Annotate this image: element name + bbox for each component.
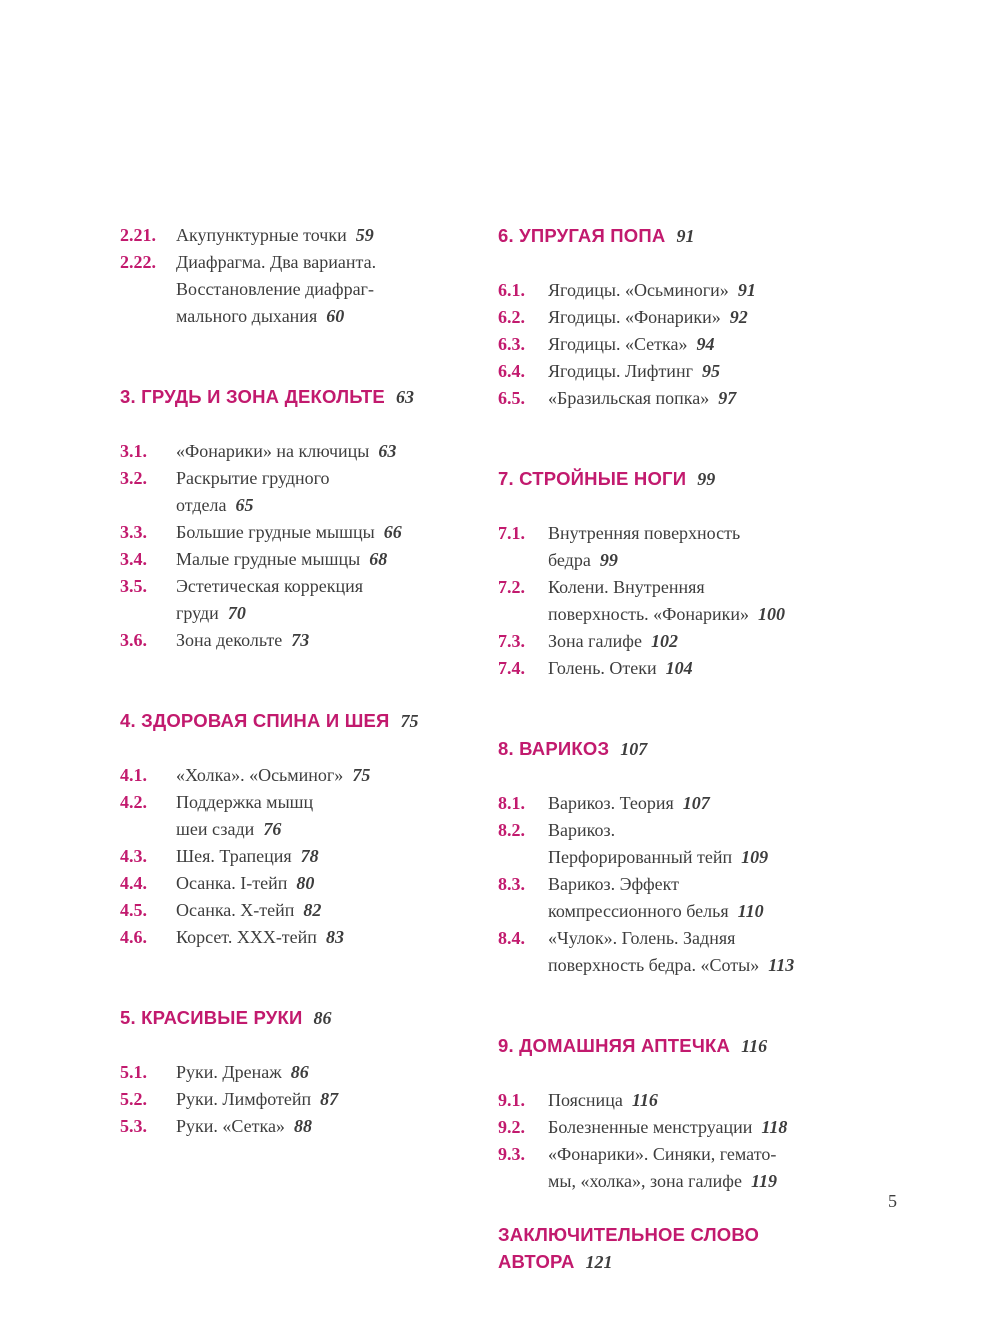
section-heading-text: 5. КРАСИВЫЕ РУКИ	[120, 1007, 303, 1028]
toc-entry	[498, 385, 908, 412]
toc-entry	[498, 790, 908, 817]
entry-text-content: Осанка. X-тейп	[176, 900, 295, 920]
entry-text	[548, 628, 908, 655]
section-heading-line	[498, 735, 908, 763]
entry-number: 7.3.	[498, 631, 525, 651]
section-page-number: 86	[313, 1008, 332, 1028]
toc-entry	[120, 843, 492, 870]
entry-number: 7.4.	[498, 658, 525, 678]
entry-page-number: 75	[352, 765, 371, 785]
entry-page-number: 97	[718, 388, 737, 408]
entry-number: 4.6.	[120, 927, 147, 947]
entry-number: 4.2.	[120, 792, 147, 812]
entry-text-content: Поддержка мышц	[176, 792, 314, 812]
section-heading-line	[498, 1032, 908, 1060]
toc-entry	[498, 1114, 908, 1141]
toc-entry	[498, 871, 908, 925]
entry-text-line	[176, 438, 492, 465]
entry-number: 3.2.	[120, 468, 147, 488]
entry-page-number: 63	[378, 441, 397, 461]
toc-entry	[120, 438, 492, 465]
entry-text-content: «Бразильская попка»	[548, 388, 710, 408]
toc-entry	[498, 358, 908, 385]
section-page-number: 121	[585, 1252, 613, 1272]
entry-text	[176, 438, 492, 465]
entry-number: 9.1.	[498, 1090, 525, 1110]
entry-number: 9.2.	[498, 1117, 525, 1137]
entry-text-content: Руки. «Сетка»	[176, 1116, 285, 1136]
section-heading-text: 7. СТРОЙНЫЕ НОГИ	[498, 468, 687, 489]
entry-text-content: Восстановление диафраг-	[176, 279, 374, 299]
entry-text-line	[548, 520, 908, 547]
entry-text-line	[176, 519, 492, 546]
entry-text-line	[176, 627, 492, 654]
entry-page-number: 91	[737, 280, 756, 300]
entry-page-number: 104	[665, 658, 693, 678]
toc-entry-list	[498, 790, 908, 979]
entry-text-content: мального дыхания	[176, 306, 318, 326]
entry-text-line	[176, 816, 492, 843]
entry-text-line	[176, 573, 492, 600]
entry-text-line	[176, 762, 492, 789]
entry-text-content: компрессионного белья	[548, 901, 729, 921]
toc-entry	[498, 925, 908, 979]
entry-text-content: Эстетическая коррекция	[176, 576, 364, 596]
entry-text-line	[176, 897, 492, 924]
entry-text	[548, 655, 908, 682]
entry-text-line	[548, 925, 908, 952]
entry-text-line	[548, 655, 908, 682]
entry-text-line	[548, 385, 908, 412]
entry-text	[176, 573, 492, 627]
entry-text-content: Ягодицы. «Осьминоги»	[548, 280, 729, 300]
entry-text-content: Варикоз. Теория	[548, 793, 674, 813]
toc-entry	[498, 1087, 908, 1114]
toc-entry	[120, 1113, 492, 1140]
entry-text-line	[176, 249, 492, 276]
entry-number: 9.3.	[498, 1144, 525, 1164]
entry-text-line	[176, 465, 492, 492]
section-heading-line	[120, 1004, 492, 1032]
entry-text-content: отдела	[176, 495, 227, 515]
entry-text-content: Колени. Внутренняя	[548, 577, 705, 597]
entry-text-line	[548, 1114, 908, 1141]
toc-entry	[120, 519, 492, 546]
entry-text-content: шеи сзади	[176, 819, 255, 839]
toc-entry	[120, 627, 492, 654]
entry-page-number: 88	[293, 1116, 312, 1136]
entry-page-number: 59	[355, 225, 374, 245]
entry-page-number: 99	[599, 550, 618, 570]
entry-text-line	[548, 628, 908, 655]
entry-text-line	[548, 547, 908, 574]
entry-text-line	[176, 870, 492, 897]
entry-text-content: Шея. Трапеция	[176, 846, 292, 866]
entry-text-line	[548, 952, 908, 979]
entry-text-line	[176, 546, 492, 573]
entry-text-content: Зона галифе	[548, 631, 642, 651]
entry-page-number: 119	[750, 1171, 777, 1191]
toc-entry	[120, 789, 492, 843]
toc-entry	[120, 249, 492, 330]
entry-text	[548, 385, 908, 412]
entry-number: 2.22.	[120, 252, 156, 272]
toc-entry	[120, 1059, 492, 1086]
toc-entry	[120, 870, 492, 897]
entry-text	[176, 789, 492, 843]
entry-page-number: 86	[290, 1062, 309, 1082]
entry-text	[176, 222, 492, 249]
entry-text	[548, 331, 908, 358]
entry-page-number: 95	[701, 361, 720, 381]
entry-text-content: Перфорированный тейп	[548, 847, 733, 867]
toc-entry	[120, 924, 492, 951]
entry-text	[176, 465, 492, 519]
entry-text-content: «Чулок». Голень. Задняя	[548, 928, 736, 948]
section-heading-text: 3. ГРУДЬ И ЗОНА ДЕКОЛЬТЕ	[120, 386, 385, 407]
section-heading-line	[498, 1221, 908, 1248]
entry-text	[176, 762, 492, 789]
entry-number: 8.3.	[498, 874, 525, 894]
entry-number: 6.2.	[498, 307, 525, 327]
entry-text-line	[548, 844, 908, 871]
section-heading	[498, 735, 908, 763]
toc-entry	[120, 573, 492, 627]
entry-text-content: Диафрагма. Два варианта.	[176, 252, 377, 272]
entry-text	[176, 546, 492, 573]
toc-entry	[498, 817, 908, 871]
toc-column-right	[498, 222, 908, 1303]
entry-text	[548, 871, 908, 925]
entry-text-content: поверхность. «Фонарики»	[548, 604, 750, 624]
entry-number: 7.1.	[498, 523, 525, 543]
toc-entry	[498, 655, 908, 682]
entry-text-content: груди	[176, 603, 219, 623]
entry-number: 3.4.	[120, 549, 147, 569]
entry-text-line	[548, 790, 908, 817]
entry-text	[176, 519, 492, 546]
entry-text	[176, 924, 492, 951]
toc-column-left	[120, 222, 492, 1140]
section-heading-text: 8. ВАРИКОЗ	[498, 738, 610, 759]
entry-number: 2.21.	[120, 225, 156, 245]
entry-text	[548, 358, 908, 385]
entry-text-line	[176, 600, 492, 627]
entry-number: 4.4.	[120, 873, 147, 893]
entry-page-number: 116	[631, 1090, 658, 1110]
section-page-number: 91	[676, 226, 695, 246]
toc-entry	[120, 1086, 492, 1113]
section-heading	[120, 383, 492, 411]
entry-text-line	[548, 331, 908, 358]
toc-entry	[498, 1141, 908, 1195]
entry-page-number: 113	[768, 955, 795, 975]
entry-text-content: «Холка». «Осьминог»	[176, 765, 344, 785]
entry-number: 3.5.	[120, 576, 147, 596]
entry-number: 4.3.	[120, 846, 147, 866]
section-page-number: 99	[697, 469, 716, 489]
entry-text	[548, 520, 908, 574]
toc-entry-list	[498, 1087, 908, 1195]
entry-page-number: 80	[296, 873, 315, 893]
entry-text-content: Варикоз.	[548, 820, 616, 840]
entry-text-line	[548, 358, 908, 385]
entry-text-line	[176, 1113, 492, 1140]
entry-page-number: 82	[303, 900, 322, 920]
entry-text-line	[548, 574, 908, 601]
entry-text-content: Внутренняя поверхность	[548, 523, 741, 543]
entry-text-line	[176, 303, 492, 330]
section-heading	[120, 1004, 492, 1032]
entry-text-content: Корсет. XXX-тейп	[176, 927, 317, 947]
toc-entry	[498, 520, 908, 574]
entry-page-number: 66	[383, 522, 402, 542]
entry-page-number: 100	[758, 604, 786, 624]
section-heading	[120, 707, 492, 735]
entry-text-content: мы, «холка», зона галифе	[548, 1171, 742, 1191]
entry-text-content: бедра	[548, 550, 591, 570]
entry-page-number: 110	[737, 901, 764, 921]
entry-text-content: Ягодицы. «Фонарики»	[548, 307, 721, 327]
entry-text-content: «Фонарики» на ключицы	[176, 441, 370, 461]
toc-entry	[120, 897, 492, 924]
entry-text	[548, 1087, 908, 1114]
entry-text-content: «Фонарики». Синяки, гемато-	[548, 1144, 777, 1164]
entry-page-number: 70	[227, 603, 246, 623]
entry-page-number: 118	[761, 1117, 788, 1137]
entry-text-line	[176, 1086, 492, 1113]
entry-number: 6.3.	[498, 334, 525, 354]
entry-number: 7.2.	[498, 577, 525, 597]
entry-text-content: Голень. Отеки	[548, 658, 657, 678]
toc-entry	[120, 546, 492, 573]
section-heading	[498, 1032, 908, 1060]
section-heading	[498, 222, 908, 250]
entry-page-number: 92	[729, 307, 748, 327]
toc-entry-list	[120, 438, 492, 654]
section-heading-line	[120, 707, 492, 735]
entry-text-content: Большие грудные мышцы	[176, 522, 375, 542]
entry-text	[176, 870, 492, 897]
toc-entry	[498, 331, 908, 358]
entry-page-number: 76	[263, 819, 282, 839]
entry-text-line	[176, 276, 492, 303]
toc-entry-list	[498, 520, 908, 682]
entry-page-number: 102	[650, 631, 678, 651]
toc-entry-list	[120, 1059, 492, 1140]
entry-number: 6.1.	[498, 280, 525, 300]
page-number: 5	[888, 1191, 897, 1211]
entry-text	[176, 249, 492, 330]
entry-text	[176, 1059, 492, 1086]
entry-text-content: Акупунктурные точки	[176, 225, 347, 245]
entry-number: 8.4.	[498, 928, 525, 948]
entry-text-line	[548, 1168, 908, 1195]
toc-entry	[498, 574, 908, 628]
entry-page-number: 109	[741, 847, 769, 867]
section-page-number: 63	[395, 387, 414, 407]
entry-text	[548, 574, 908, 628]
toc-entry-list	[120, 222, 492, 330]
entry-page-number: 78	[300, 846, 319, 866]
entry-text-line	[548, 277, 908, 304]
toc-entry	[498, 277, 908, 304]
entry-text-line	[176, 1059, 492, 1086]
entry-text-content: Болезненные менструации	[548, 1117, 753, 1137]
entry-number: 5.3.	[120, 1116, 147, 1136]
entry-number: 3.3.	[120, 522, 147, 542]
entry-text-line	[176, 222, 492, 249]
entry-text-line	[548, 817, 908, 844]
section-heading-text: 9. ДОМАШНЯЯ АПТЕЧКА	[498, 1035, 731, 1056]
entry-text-line	[176, 924, 492, 951]
section-heading-text: АВТОРА	[498, 1251, 575, 1272]
entry-text	[548, 277, 908, 304]
entry-text-line	[176, 789, 492, 816]
entry-text-line	[548, 898, 908, 925]
entry-page-number: 65	[235, 495, 254, 515]
toc-entry	[120, 465, 492, 519]
entry-text	[548, 790, 908, 817]
entry-text-content: Ягодицы. Лифтинг	[548, 361, 693, 381]
entry-text	[176, 843, 492, 870]
entry-text-line	[176, 492, 492, 519]
entry-text	[548, 1114, 908, 1141]
section-heading-text: 4. ЗДОРОВАЯ СПИНА И ШЕЯ	[120, 710, 390, 731]
entry-text	[548, 925, 908, 979]
entry-text-line	[548, 304, 908, 331]
entry-page-number: 83	[325, 927, 344, 947]
entry-text-content: Зона декольте	[176, 630, 283, 650]
entry-number: 6.5.	[498, 388, 525, 408]
entry-number: 5.1.	[120, 1062, 147, 1082]
entry-text-content: Осанка. I-тейп	[176, 873, 288, 893]
entry-text-line	[548, 871, 908, 898]
entry-text-content: поверхность бедра. «Соты»	[548, 955, 760, 975]
entry-text-line	[548, 1087, 908, 1114]
section-heading-line	[498, 222, 908, 250]
section-page-number: 107	[620, 739, 648, 759]
entry-text	[548, 304, 908, 331]
entry-page-number: 68	[369, 549, 388, 569]
entry-text	[548, 1141, 908, 1195]
section-page-number: 75	[400, 711, 419, 731]
toc-entry-list	[498, 277, 908, 412]
entry-text	[176, 1113, 492, 1140]
entry-number: 4.5.	[120, 900, 147, 920]
section-heading-line	[120, 383, 492, 411]
section-heading	[498, 1221, 908, 1276]
entry-number: 8.1.	[498, 793, 525, 813]
entry-page-number: 87	[320, 1089, 339, 1109]
entry-text	[176, 1086, 492, 1113]
entry-page-number: 60	[326, 306, 345, 326]
entry-number: 3.1.	[120, 441, 147, 461]
entry-text	[176, 897, 492, 924]
toc-entry	[498, 304, 908, 331]
section-heading-text: 6. УПРУГАЯ ПОПА	[498, 225, 666, 246]
entry-text	[548, 817, 908, 871]
section-page-number: 116	[741, 1036, 768, 1056]
entry-page-number: 73	[291, 630, 310, 650]
toc-entry-list	[120, 762, 492, 951]
entry-number: 8.2.	[498, 820, 525, 840]
entry-text-content: Руки. Лимфотейп	[176, 1089, 312, 1109]
section-heading	[498, 465, 908, 493]
section-heading-line	[498, 465, 908, 493]
toc-entry	[498, 628, 908, 655]
entry-text	[176, 627, 492, 654]
entry-text-content: Руки. Дренаж	[176, 1062, 282, 1082]
toc-entry	[120, 762, 492, 789]
entry-text-line	[176, 843, 492, 870]
entry-number: 4.1.	[120, 765, 147, 785]
entry-number: 5.2.	[120, 1089, 147, 1109]
entry-page-number: 94	[696, 334, 715, 354]
entry-text-line	[548, 1141, 908, 1168]
entry-number: 3.6.	[120, 630, 147, 650]
entry-text-content: Поясница	[548, 1090, 623, 1110]
entry-text-content: Раскрытие грудного	[176, 468, 330, 488]
entry-text-content: Малые грудные мышцы	[176, 549, 361, 569]
entry-number: 6.4.	[498, 361, 525, 381]
entry-text-content: Варикоз. Эффект	[548, 874, 680, 894]
section-heading-line	[498, 1248, 908, 1276]
entry-text-content: Ягодицы. «Сетка»	[548, 334, 688, 354]
section-heading-text: ЗАКЛЮЧИТЕЛЬНОЕ СЛОВО	[498, 1224, 760, 1245]
toc-entry	[120, 222, 492, 249]
entry-page-number: 107	[682, 793, 710, 813]
entry-text-line	[548, 601, 908, 628]
